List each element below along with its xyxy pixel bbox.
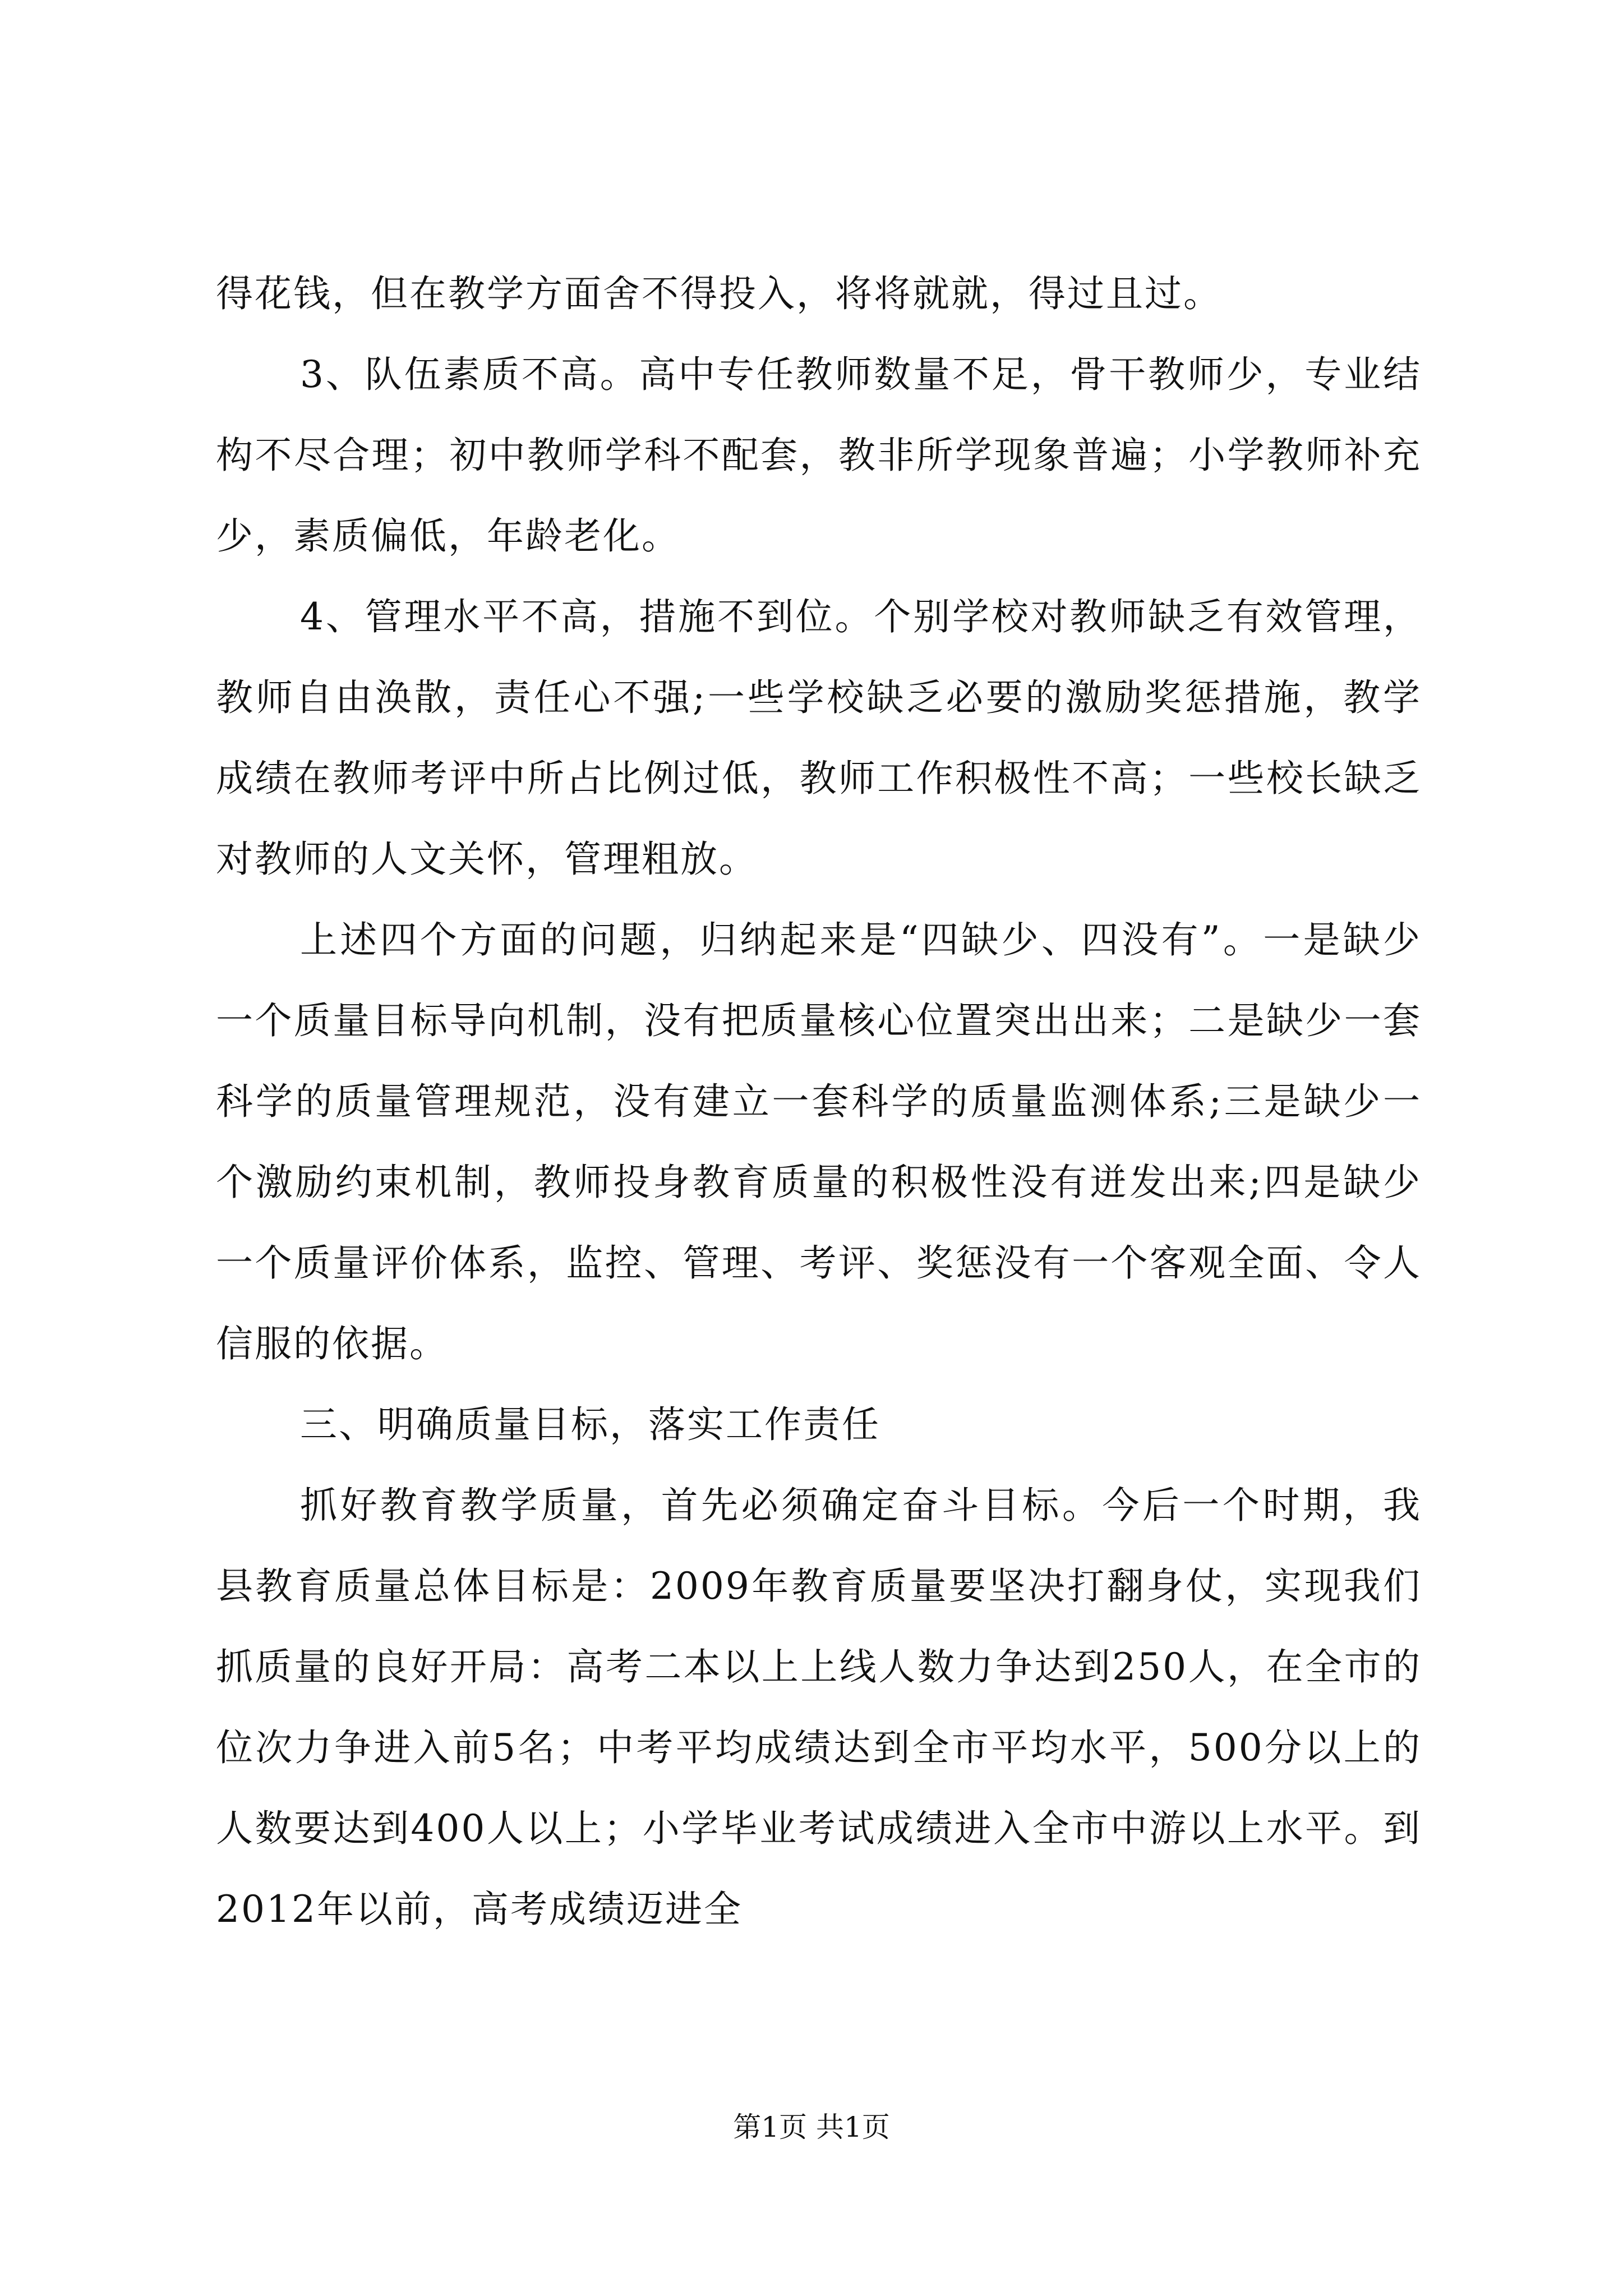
paragraph-quality-goals: 抓好教育教学质量，首先必须确定奋斗目标。今后一个时期，我县教育质量总体目标是：2009年教育质量要坚决打翻身仗，实现我们抓质量的良好开局：高考二本以上上线人数力争达到250人，在全市的位次力争进入前5名；中考平均成绩达到全市平均水平，500分以上的人数要达到400人以上；小学毕业考试成绩进入全市中游以上水平。到2012年以前，高考成绩迈进全 [216, 1484, 1422, 1931]
paragraph-management-level: 4、管理水平不高，措施不到位。个别学校对教师缺乏有效管理，教师自由涣散，责任心不强;一些学校缺乏必要的激励奖惩措施，教学成绩在教师考评中所占比例过低，教师工作积极性不高；一些校长缺乏对教师的人文关怀，管理粗放。 [216, 595, 1422, 881]
section-heading: 三、明确质量目标，落实工作责任 [300, 1403, 880, 1446]
paragraph-team-quality: 3、队伍素质不高。高中专任教师数量不足，骨干教师少，专业结构不尽合理；初中教师学科不配套，教非所学现象普遍；小学教师补充少，素质偏低，年龄老化。 [216, 353, 1422, 558]
document-body [216, 254, 1422, 1950]
paragraph-continuation: 得花钱，但在教学方面舍不得投入，将将就就，得过且过。 [216, 272, 1222, 315]
page-footer: 第1页 共1页 [733, 2111, 890, 2143]
paragraph-four-shortcomings: 上述四个方面的问题，归纳起来是“四缺少、四没有”。一是缺少一个质量目标导向机制，没有把质量核心位置突出出来；二是缺少一套科学的质量管理规范，没有建立一套科学的质量监测体系;三是缺少一个激励约束机制，教师投身教育质量的积极性没有迸发出来;四是缺少一个质量评价体系，监控、管理、考评、奖惩没有一个客观全面、令人信服的依据。 [216, 918, 1422, 1365]
